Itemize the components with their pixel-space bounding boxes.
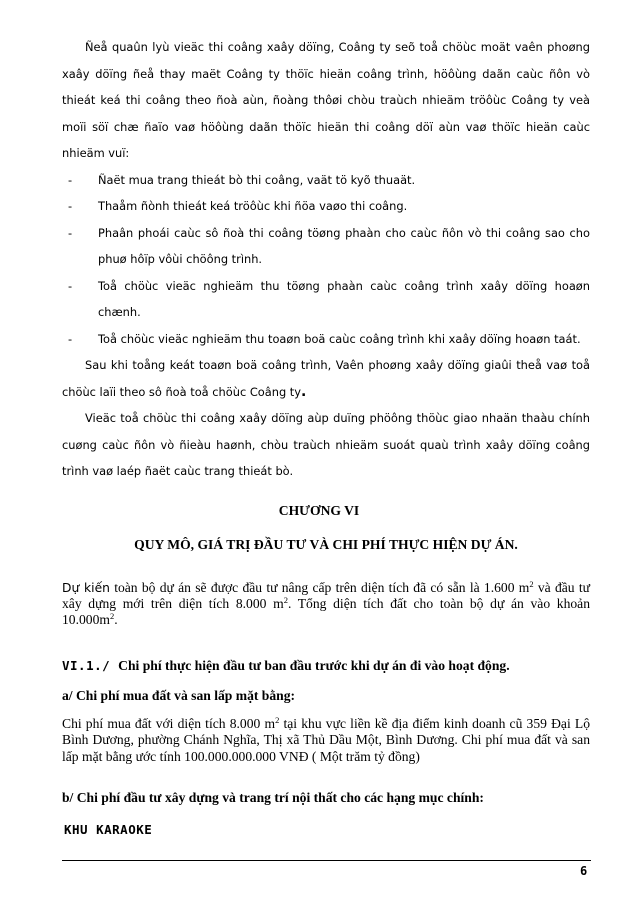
bullet-dash: - [68,225,73,240]
karaoke-heading: KHU KARAOKE [64,822,153,837]
bullet-dash: - [68,172,73,187]
intro-paragraph-2 [62,352,590,405]
subsection-heading-b: b/ Chi phí đầu tư xây dựng và trang trí nội thất cho các hạng mục chính: [62,790,484,805]
bullet-item [62,167,590,194]
superscript: 2 [109,611,115,622]
footer-divider [62,860,591,861]
subsection-heading-a: a/ Chi phí mua đất và san lấp mặt bằng: [62,688,296,703]
bullet-text: Ñaët mua trang thieát bò thi coâng, vaät tö kyõ thuaät. [98,172,416,187]
paragraph-text: Chi phí mua đất với diện tích 8.000 m [62,716,276,731]
section-code: VI.1./ [62,658,111,673]
paragraph-text: tại khu vực liền kề địa điểm kinh doanh cũ 359 Đại Lộ Bình Dương, phường Chánh Nghĩa, Thị xã Thủ Dầu Một, Bình Dương. Chi phí mua đất và san lấp mặt bằng ước tính 100.000.000.000 VNĐ ( Một trăm tỷ đồng) [62,716,591,764]
page-number: 6 [580,864,588,878]
section-title: Chi phí thực hiện đầu tư ban đầu trước khi dự án đi vào hoạt động. [118,658,510,673]
bullet-item [62,193,590,220]
land-cost-paragraph [62,716,590,765]
intro-paragraph-1: Ñeå quaûn lyù vieäc thi coâng xaây döïng, Coâng ty seõ toå chöùc moät vaên phoøng xaây döïng ñeå thay maët Coâng ty thöïc hieän coâng trình, höôùng daãn caùc ñôn vò thieát keá thi coâng theo ñoà aùn, ñoàng thôøi chòu traùch nhieäm tröôùc Coâng ty veà moïi söï chæ ñaïo vaø höôùng daãn thöïc hieän thi coâng döï aùn vaø thöïc hieän caùc nhieäm vuï: [62,40,590,160]
project-area-paragraph [62,580,590,629]
bullet-dash: - [68,331,73,346]
intro-paragraph-3: Vieäc toå chöùc thi coâng xaây döïng aùp duïng phöông thöùc giao nhaän thaàu chính cuøng caùc ñôn vò ñieàu haønh, chòu traùch nhieäm suoát quaù trình xaây döïng coâng trình vaø laép ñaët caùc trang thieát bò. [62,411,590,478]
paragraph-text: và đầu tư xây dựng mới trên diện tích 8.000 m [62,580,590,612]
intro-paragraph-2-text: Sau khi toång keát toaøn boä coâng trình, Vaên phoøng xaây döïng giaûi theå vaø toå chöùc laïi theo sô ñoà toå chöùc Coâng ty [62,358,590,399]
bullet-text: Toå chöùc vieäc nghieäm thu toaøn boä caùc coâng trình khi xaây döïng hoaøn taát. [98,331,581,346]
bullet-text: Thaåm ñònh thieát keá tröôùc khi ñöa vaøo thi coâng. [98,199,408,213]
paragraph-text: . [114,612,118,628]
bullet-dash: - [68,278,73,293]
superscript: 2 [283,595,288,606]
intro-paragraph-2-period: . [301,383,307,400]
bullet-text: Phaân phoái caùc sô ñoà thi coâng töøng phaàn cho caùc ñôn vò thi coâng sao cho phuø hôïp vôùi chöông trình. [98,225,590,266]
paragraph-text: . Tổng diện tích đất cho toàn bộ dự án vào khoản 10.000m [62,596,591,628]
section-heading [62,658,510,674]
bullet-dash: - [68,199,73,213]
chapter-subtitle: QUY MÔ, GIÁ TRỊ ĐẦU TƯ VÀ CHI PHÍ THỰC HIỆN DỰ ÁN. [134,537,518,552]
bullet-text: Toå chöùc vieäc nghieäm thu töøng phaàn caùc coâng trình xaây döïng hoaøn chænh. [98,278,590,319]
bullet-item [62,326,590,353]
superscript: 2 [529,579,534,589]
chapter-title: CHƯƠNG VI [278,503,360,518]
paragraph-text: toàn bộ dự án sẽ được đầu tư nâng cấp trên diện tích đã có sẵn là 1.600 m [109,580,530,595]
intro-section [62,34,590,485]
superscript: 2 [275,715,280,725]
paragraph-lead: Dự kiến [62,581,110,595]
bullet-item [62,273,590,326]
bullet-item [62,220,590,273]
